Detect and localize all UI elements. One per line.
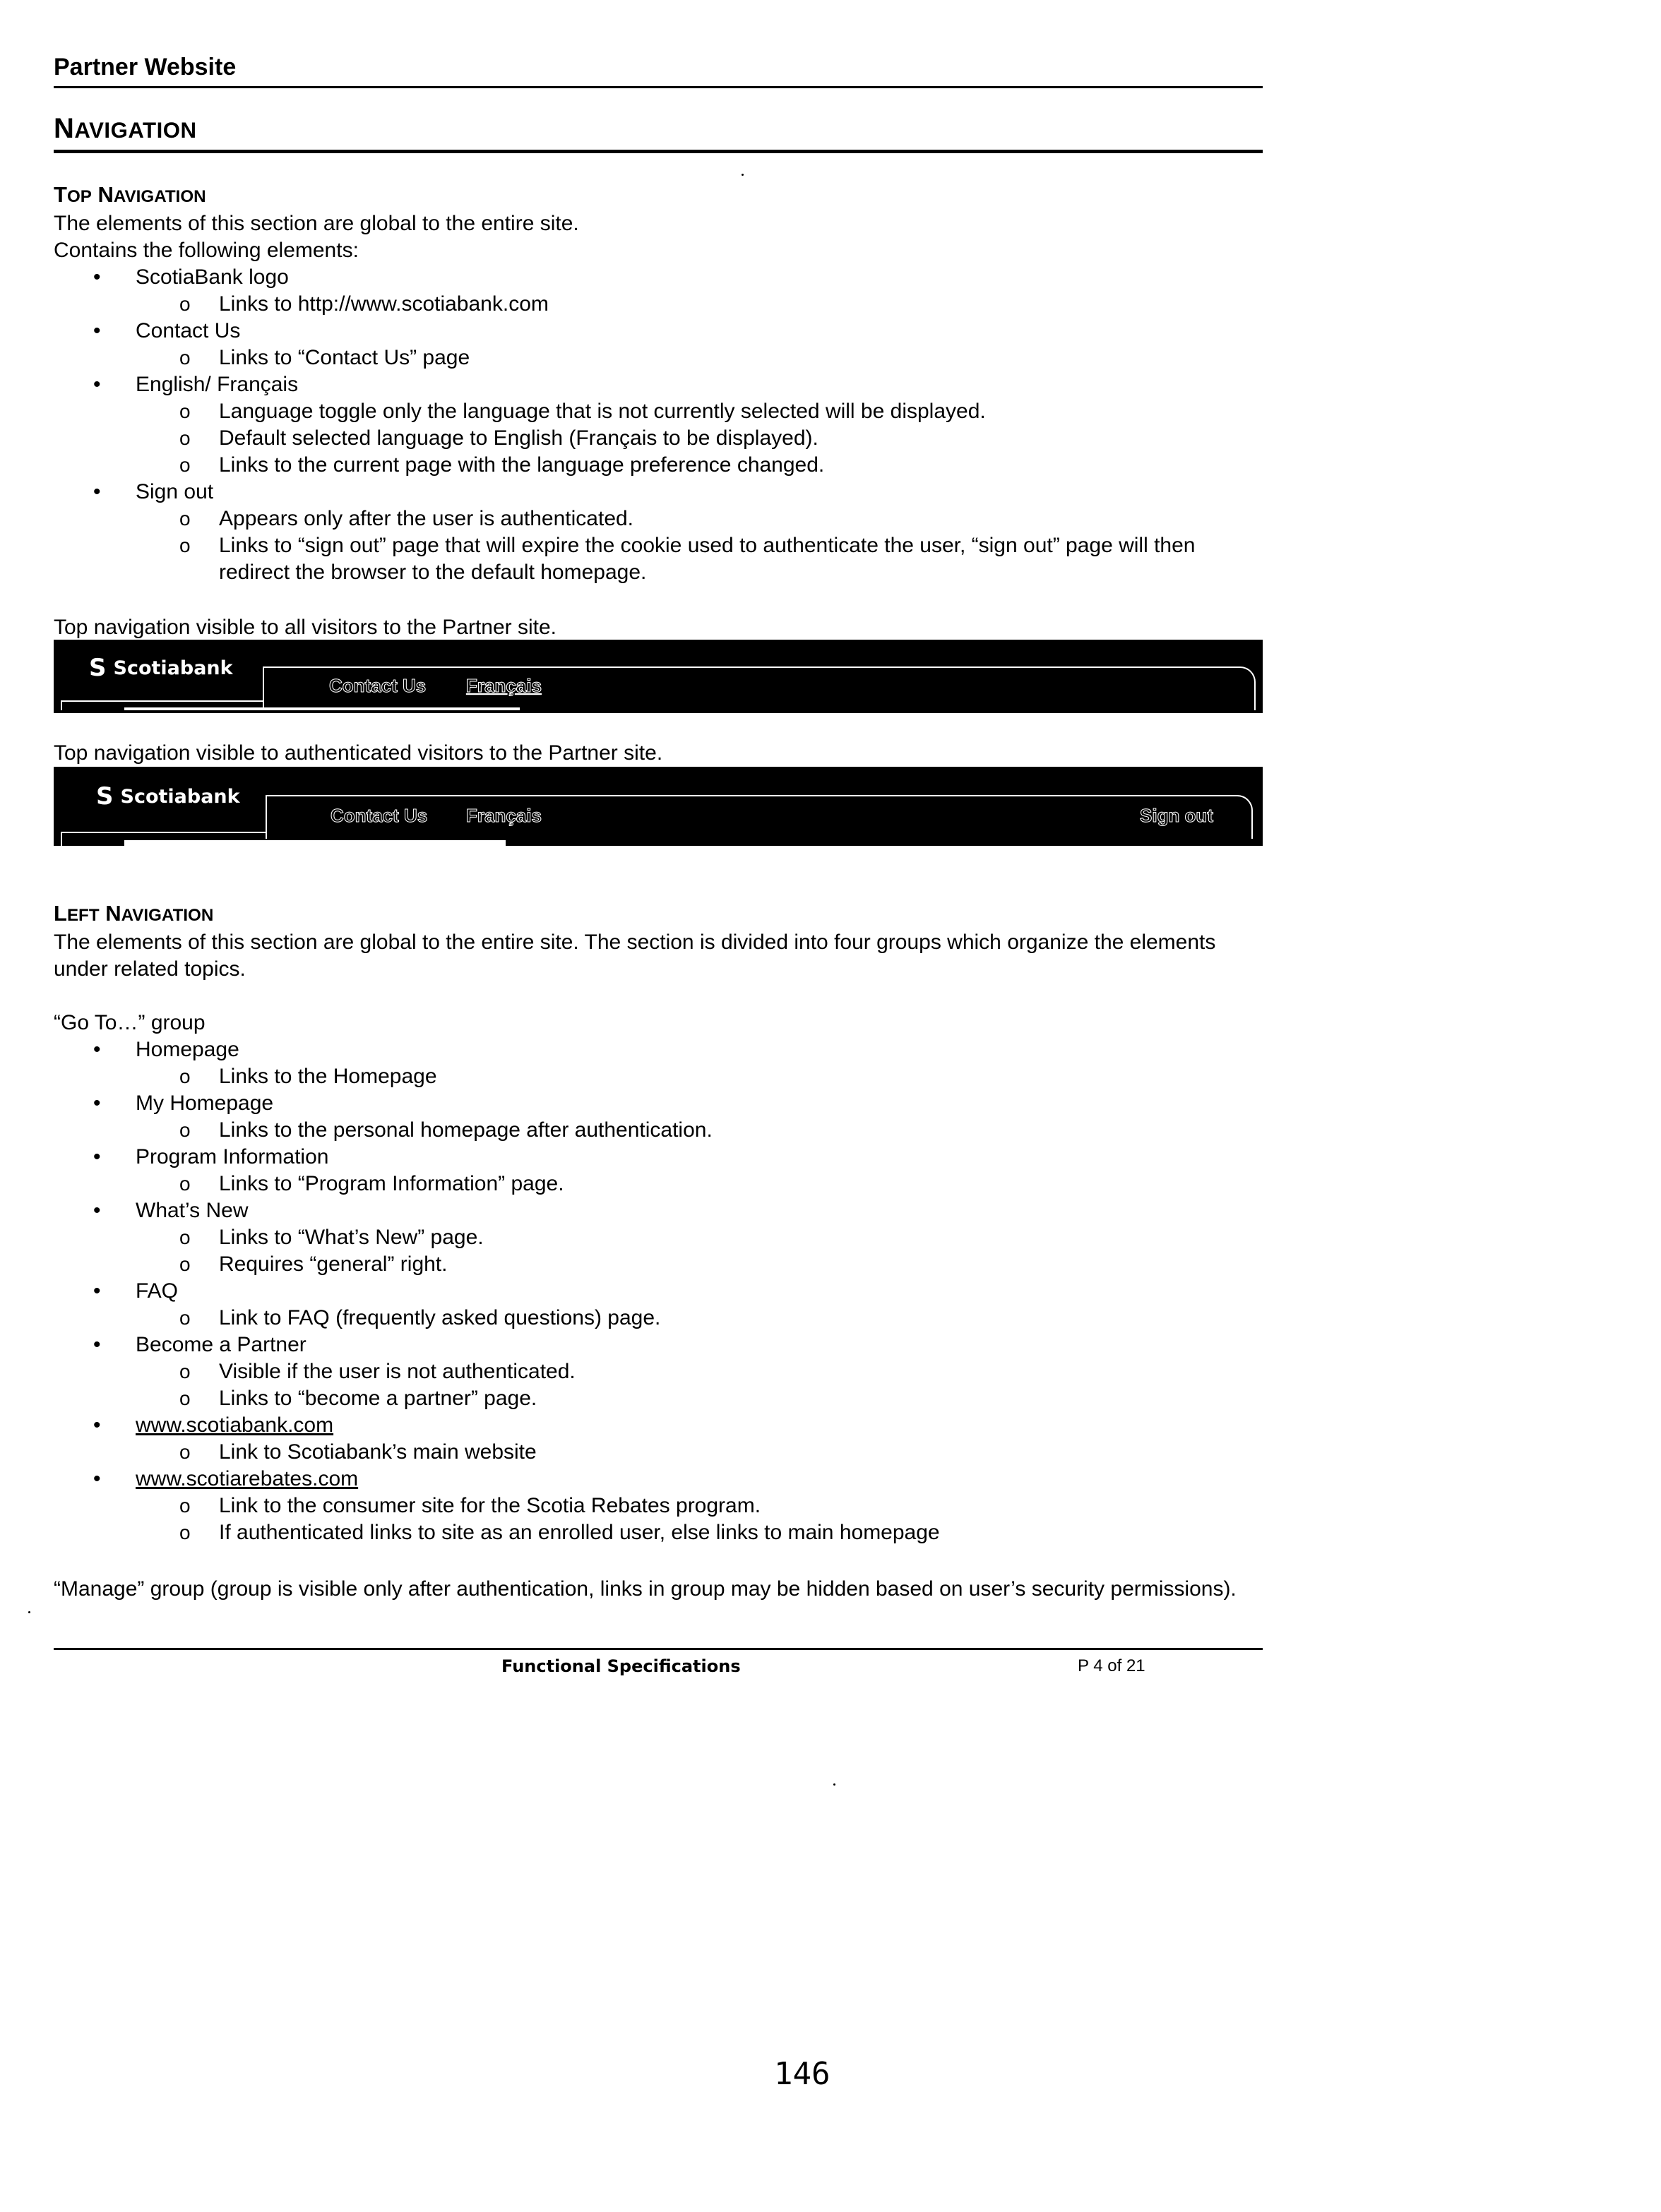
page-number: 146 [774, 2056, 830, 2092]
sub-list-item: o Links to “sign out” page that will expire the cookie used to authenticate the user, “sign out” page will then redirect the browser to the default homepage. [54, 532, 1263, 586]
navbar-mockup-public [54, 640, 1263, 713]
list-item-program-information: • Program Information o Links to “Program Information” page. [54, 1144, 1263, 1197]
list-item-become-partner: • Become a Partner o Visible if the user is not authenticated. o Links to “become a partner” page. [54, 1332, 1263, 1412]
goto-group-label: “Go To…” group [54, 1011, 206, 1034]
sub-list-item: o Link to FAQ (frequently asked questions) page. [54, 1305, 1263, 1332]
sub-list-item: o Link to the consumer site for the Scotia Rebates program. [54, 1493, 1263, 1519]
scotiabank-logo-icon: S [89, 654, 107, 682]
scan-speck [28, 1611, 30, 1613]
document-header-title: Partner Website [54, 54, 237, 80]
left-nav-intro: The elements of this section are global to the entire site. The section is divided into four groups which organize the elements under related topics. [54, 931, 1216, 981]
francais-link[interactable]: Français [466, 805, 542, 826]
list-item-faq: • FAQ o Link to FAQ (frequently asked questions) page. [54, 1278, 1263, 1332]
top-navigation-body [54, 210, 1263, 586]
sub-list-item: o Links to the current page with the language preference changed. [54, 452, 1263, 479]
header-rule [54, 86, 1263, 88]
sub-list-item: o If authenticated links to site as an enrolled user, else links to main homepage [54, 1519, 1263, 1546]
section-rule [54, 150, 1263, 153]
top-nav-element-list [54, 264, 1263, 586]
navbar-outline [61, 700, 62, 710]
left-navigation-heading: LEFT NAVIGATION [54, 901, 214, 926]
sub-list-item: o Links to “Contact Us” page [54, 345, 1263, 371]
sub-list-item: o Default selected language to English (Français to be displayed). [54, 425, 1263, 452]
sub-list-item: o Links to the Homepage [54, 1063, 1263, 1090]
sub-list-item: o Link to Scotiabank’s main website [54, 1439, 1263, 1466]
contact-us-link[interactable]: Contact Us [329, 675, 427, 696]
sub-list-item: o Visible if the user is not authenticated. [54, 1358, 1263, 1385]
francais-link[interactable]: Français [466, 675, 542, 696]
caption-auth-nav: Top navigation visible to authenticated visitors to the Partner site. [54, 741, 663, 765]
scotiabank-logo-text: Scotiabank [120, 785, 240, 808]
sub-list-item: o Appears only after the user is authenticated. [54, 506, 1263, 532]
list-item-contact-us: • Contact Us o Links to “Contact Us” page [54, 318, 1263, 371]
footer-page-indicator: P 4 of 21 [1078, 1656, 1145, 1675]
goto-group-list [54, 1036, 1263, 1546]
sub-list-item: o Language toggle only the language that is not currently selected will be displayed. [54, 398, 1263, 425]
navbar-banner-image [124, 840, 506, 846]
scan-speck [742, 174, 744, 176]
list-item-whats-new: • What’s New o Links to “What’s New” page. o Requires “general” right. [54, 1197, 1263, 1278]
navbar-outline [61, 700, 264, 702]
sub-list-item: o Links to “become a partner” page. [54, 1385, 1263, 1412]
list-item-homepage: • Homepage o Links to the Homepage [54, 1036, 1263, 1090]
scotiabank-logo-text: Scotiabank [113, 657, 233, 679]
list-item-language: • English/ Français o Language toggle only the language that is not currently selected will be displayed. o Default selected language to English (Français to be displayed). o Links to the current page with the language preference changed. [54, 371, 1263, 479]
footer-label: Functional Specifications [501, 1656, 741, 1676]
left-navigation-body [54, 1010, 1263, 1546]
navbar-banner-strip [124, 707, 520, 710]
navbar-outline [61, 832, 267, 833]
scotiabank-logo[interactable] [96, 782, 240, 811]
manage-group-text: “Manage” group (group is visible only after authentication, links in group may be hidden based on user’s security permissions). [54, 1577, 1237, 1601]
scotiabank-url-link[interactable]: www.scotiabank.com [136, 1413, 334, 1437]
sub-list-item: o Links to the personal homepage after authentication. [54, 1117, 1263, 1144]
sign-out-link[interactable]: Sign out [1140, 805, 1213, 826]
sub-list-item: o Links to “Program Information” page. [54, 1171, 1263, 1197]
list-item-sign-out: • Sign out o Appears only after the user is authenticated. o Links to “sign out” page that will expire the cookie used to authenticate the user, “sign out” page will then redirect the browser to the default homepage. [54, 479, 1263, 586]
scotiabank-logo[interactable] [89, 654, 233, 682]
list-item-scotiabank-link [54, 1412, 1263, 1466]
sub-list-item: o Links to “What’s New” page. [54, 1224, 1263, 1251]
scotiabank-logo-icon: S [96, 782, 114, 811]
scotiarebates-url-link[interactable]: www.scotiarebates.com [136, 1467, 359, 1490]
list-item-my-homepage: • My Homepage o Links to the personal homepage after authentication. [54, 1090, 1263, 1144]
navbar-outline [61, 832, 62, 846]
navbar-mockup-authenticated [54, 767, 1263, 846]
footer-rule [54, 1648, 1263, 1650]
top-nav-intro-2: Contains the following elements: [54, 239, 359, 262]
scan-speck [833, 1783, 835, 1786]
top-nav-intro-1: The elements of this section are global to the entire site. [54, 212, 579, 235]
contact-us-link[interactable]: Contact Us [331, 805, 428, 826]
section-title: NAVIGATION [54, 113, 197, 144]
sub-list-item: o Links to http://www.scotiabank.com [54, 291, 1263, 318]
list-item-scotiarebates-link [54, 1466, 1263, 1546]
sub-list-item: o Requires “general” right. [54, 1251, 1263, 1278]
caption-public-nav: Top navigation visible to all visitors to the Partner site. [54, 616, 557, 639]
top-navigation-heading: TOP NAVIGATION [54, 182, 206, 207]
list-item-logo: • ScotiaBank logo o Links to http://www.scotiabank.com [54, 264, 1263, 318]
